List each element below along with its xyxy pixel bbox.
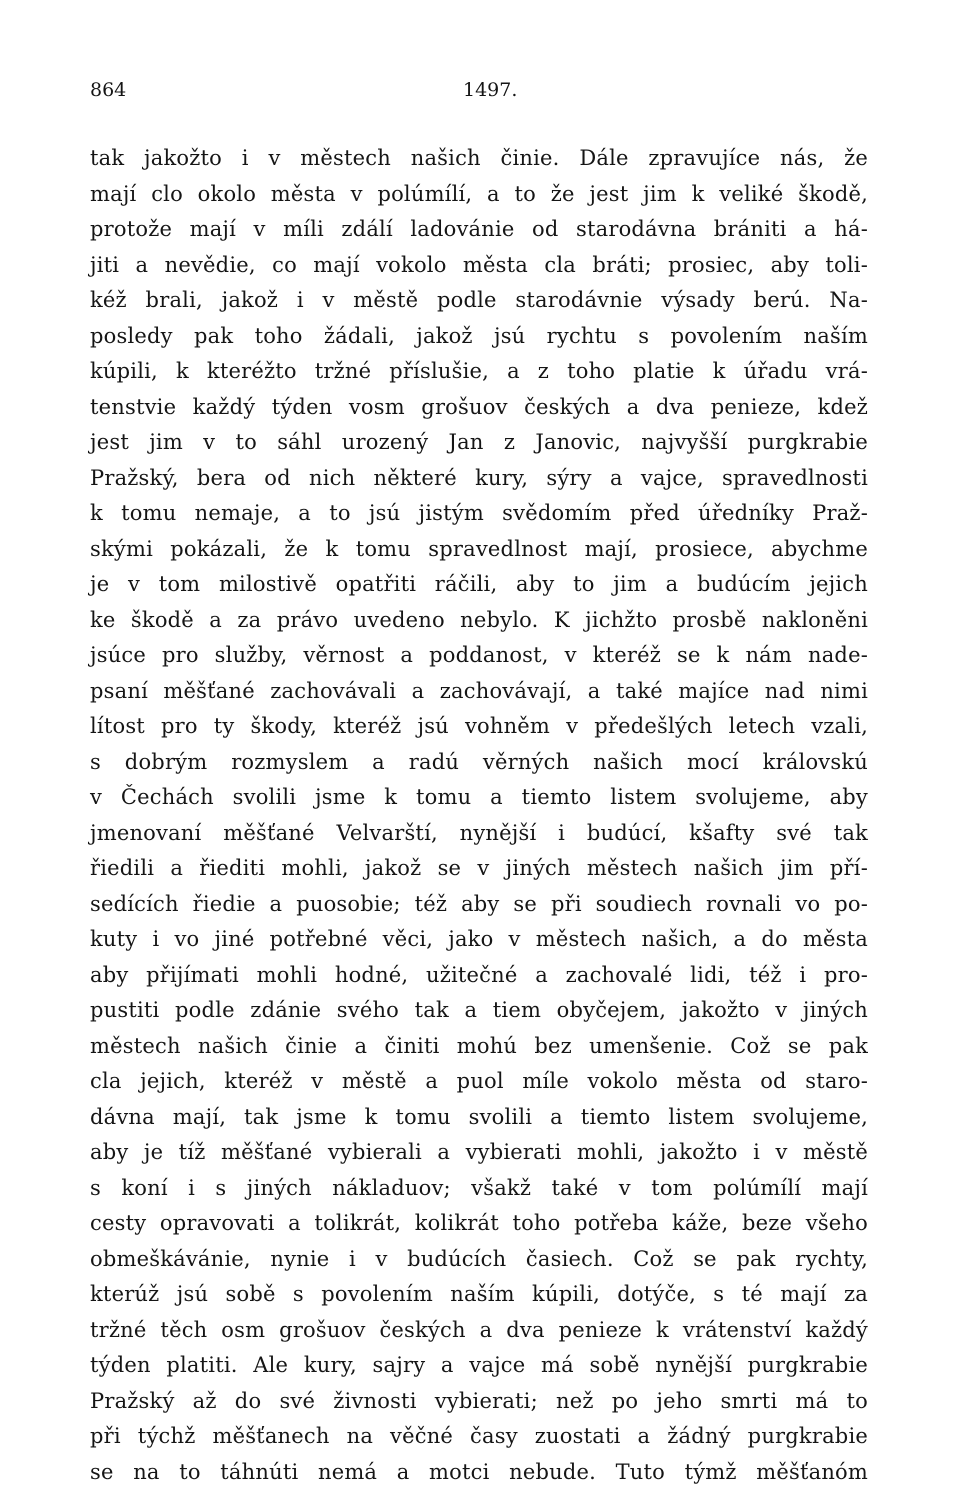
- text-line: kuty i vo jiné potřebné věci, jako v městech našich, a do města: [90, 922, 868, 958]
- text-line: cla jejich, kteréž v městě a puol míle vokolo města od staro-: [90, 1064, 868, 1100]
- text-line: tržné těch osm grošuov českých a dva penieze k vrátenství každý: [90, 1313, 868, 1349]
- text-line: se na to táhnúti nemá a motci nebude. Tuto týmž měšťanóm: [90, 1455, 868, 1490]
- text-line: dávna mají, tak jsme k tomu svolili a tiemto listem svolujeme,: [90, 1100, 868, 1136]
- text-line: pustiti podle zdánie svého tak a tiem obyčejem, jakožto v jiných: [90, 993, 868, 1029]
- text-line: kéž brali, jakož i v městě podle starodávnie výsady berú. Na-: [90, 283, 868, 319]
- text-line: jest jim v to sáhl urozený Jan z Janovic, najvyšší purgkrabie: [90, 425, 868, 461]
- text-line: řiedili a řiediti mohli, jakož se v jiných městech našich jim pří-: [90, 851, 868, 887]
- text-line: kterúž jsú sobě s povolením naším kúpili, dotýče, s té mají za: [90, 1277, 868, 1313]
- text-line: městech našich činie a činiti mohú bez umenšenie. Což se pak: [90, 1029, 868, 1065]
- body-text: [90, 141, 868, 1490]
- text-line: cesty opravovati a tolikrát, kolikrát toho potřeba káže, beze všeho: [90, 1206, 868, 1242]
- text-line: k tomu nemaje, a to jsú jistým svědomím před úředníky Praž-: [90, 496, 868, 532]
- text-line: s koní i s jiných nákladuov; všakž také v tom polúmílí mají: [90, 1171, 868, 1207]
- text-line: kúpili, k kteréžto tržné příslušie, a z toho platie k úřadu vrá-: [90, 354, 868, 390]
- text-line: aby je tíž měšťané vybierali a vybierati mohli, jakožto i v městě: [90, 1135, 868, 1171]
- text-line: ke škodě a za právo uvedeno nebylo. K jichžto prosbě nakloněni: [90, 603, 868, 639]
- running-head-year: 1497.: [463, 76, 517, 104]
- text-line: jsúce pro služby, věrnost a poddanost, v kteréž se k nám nade-: [90, 638, 868, 674]
- text-line: lítost pro ty škody, kteréž jsú vohněm v předešlých letech vzali,: [90, 709, 868, 745]
- text-line: Pražský, bera od nich některé kury, sýry a vajce, spravedlnosti: [90, 461, 868, 497]
- text-line: tenstvie každý týden vosm grošuov českých a dva penieze, kdež: [90, 390, 868, 426]
- text-line: posledy pak toho žádali, jakož jsú rychtu s povolením naším: [90, 319, 868, 355]
- text-line: mají clo okolo města v polúmílí, a to že jest jim k veliké škodě,: [90, 177, 868, 213]
- text-line: aby přijímati mohli hodné, užitečné a zachovalé lidi, též i pro-: [90, 958, 868, 994]
- text-line: psaní měšťané zachovávali a zachovávají, a také majíce nad nimi: [90, 674, 868, 710]
- text-line: sedících řiedie a puosobie; též aby se při soudiech rovnali vo po-: [90, 887, 868, 923]
- text-line: Pražský až do své živnosti vybierati; než po jeho smrti má to: [90, 1384, 868, 1420]
- text-line: je v tom milostivě opatřiti ráčili, aby to jim a budúcím jejich: [90, 567, 868, 603]
- text-line: obmeškávánie, nynie i v budúcích časiech. Což se pak rychty,: [90, 1242, 868, 1278]
- text-line: v Čechách svolili jsme k tomu a tiemto listem svolujeme, aby: [90, 780, 868, 816]
- text-line: jmenovaní měšťané Velvarští, nynější i budúcí, kšafty své tak: [90, 816, 868, 852]
- text-line: protože mají v míli zdálí ladovánie od starodávna brániti a há-: [90, 212, 868, 248]
- text-line: skými pokázali, že k tomu spravedlnost mají, prosiece, abychme: [90, 532, 868, 568]
- text-line: při týchž měšťanech na věčné časy zuostati a žádný purgkrabie: [90, 1419, 868, 1455]
- page-header: [90, 76, 870, 104]
- text-line: týden platiti. Ale kury, sajry a vajce má sobě nynější purgkrabie: [90, 1348, 868, 1384]
- text-line: tak jakožto i v městech našich činie. Dále zpravujíce nás, že: [90, 141, 868, 177]
- page-number: 864: [90, 76, 126, 104]
- text-line: s dobrým rozmyslem a radú věrných našich mocí královskú: [90, 745, 868, 781]
- text-line: jiti a nevědie, co mají vokolo města cla bráti; prosiec, aby toli-: [90, 248, 868, 284]
